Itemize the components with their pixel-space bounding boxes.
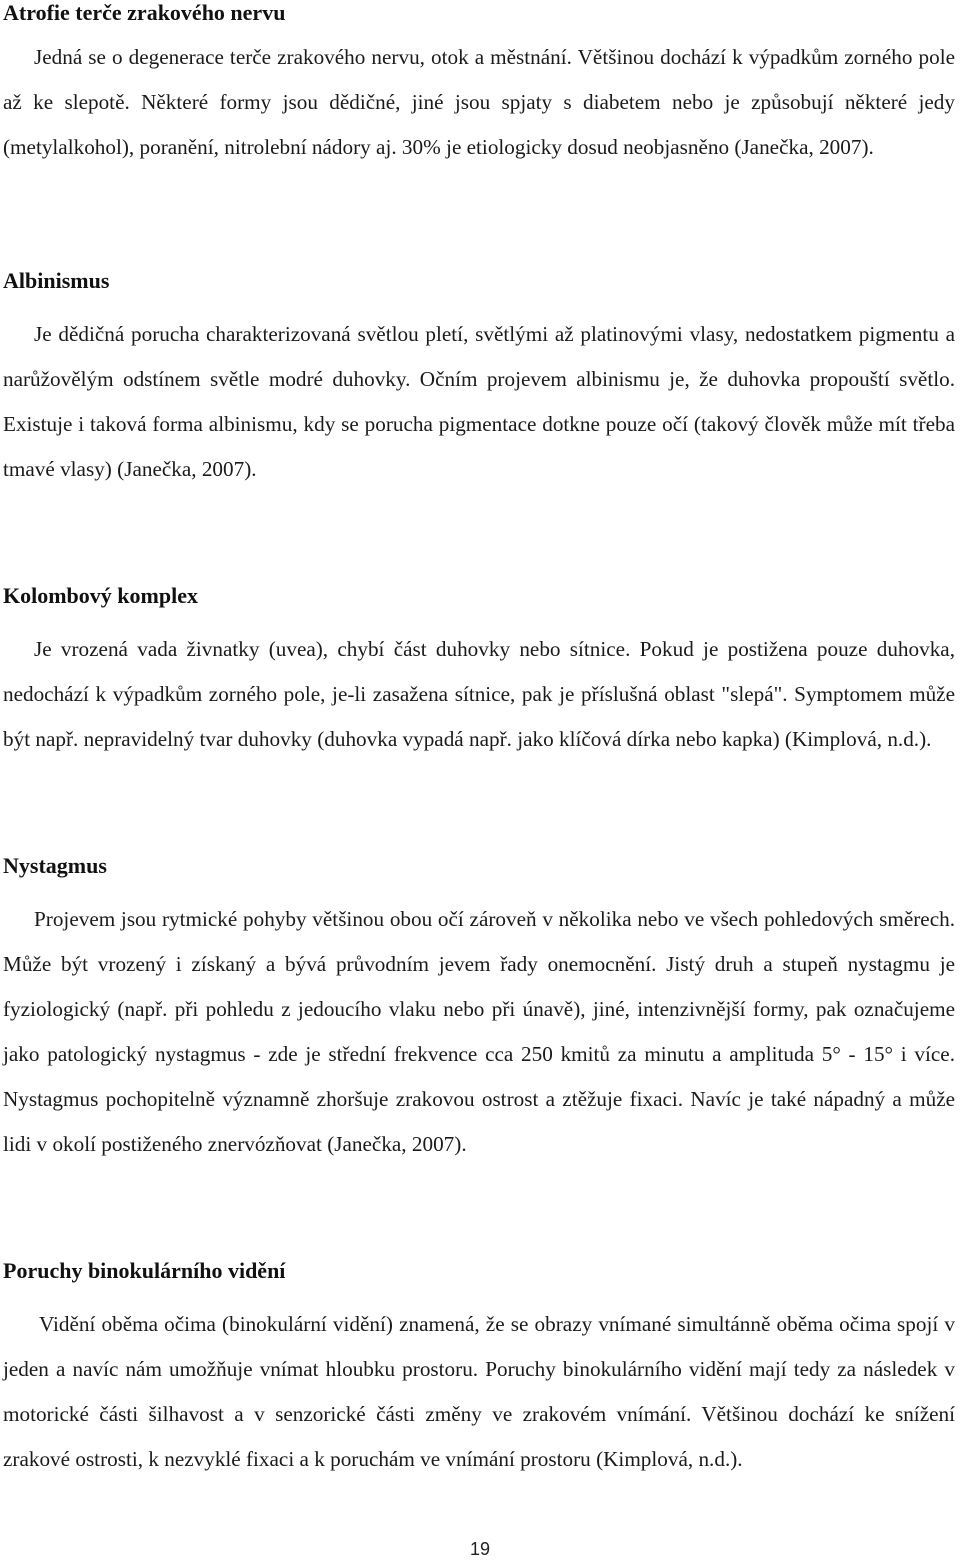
section-heading: Atrofie terče zrakového nervu bbox=[3, 0, 286, 25]
section-paragraph: Je vrozená vada živnatky (uvea), chybí část duhovky nebo sítnice. Pokud je postižena pouze duhovka, nedochází k výpadkům zorného pole, je-li zasažena sítnice, pak je příslušná oblast "slepá". Symptomem může být např. nepravidelný tvar duhovky (duhovka vypadá např. jako klíčová dírka nebo kapka) (Kimplová, n.d.). bbox=[3, 637, 955, 751]
section-nystagmus bbox=[3, 853, 955, 1167]
section-heading: Kolombový komplex bbox=[3, 583, 198, 608]
section-paragraph: Jedná se o degenerace terče zrakového nervu, otok a městnání. Většinou dochází k výpadkům zorného pole až ke slepotě. Některé formy jsou dědičné, jiné jsou spjaty s diabetem nebo je způsobují některé jedy (metylalkohol), poranění, nitrolební nádory aj. 30% je etiologicky dosud neobjasněno (Janečka, 2007). bbox=[3, 45, 955, 159]
page-number: 19 bbox=[469, 1539, 491, 1559]
section-atrofie bbox=[3, 0, 955, 170]
section-poruchy-binokularniho-videni bbox=[3, 1258, 955, 1482]
section-albinismus bbox=[3, 268, 955, 492]
section-paragraph: Projevem jsou rytmické pohyby většinou obou očí zároveň v několika nebo ve všech pohledových směrech. Může být vrozený i získaný a bývá průvodním jevem řady onemocnění. Jistý druh a stupeň nystagmu je fyziologický (např. při pohledu z jedoucího vlaku nebo při únavě), jiné, intenzivnější formy, pak označujeme jako patologický nystagmus - zde je střední frekvence cca 250 kmitů za minutu a amplituda 5° - 15° i více. Nystagmus pochopitelně významně zhoršuje zrakovou ostrost a ztěžuje fixaci. Navíc je také nápadný a může lidi v okolí postiženého znervózňovat (Janečka, 2007). bbox=[3, 907, 955, 1156]
section-heading: Albinismus bbox=[3, 268, 110, 293]
section-heading: Nystagmus bbox=[3, 853, 107, 878]
section-paragraph: Je dědičná porucha charakterizovaná světlou pletí, světlými až platinovými vlasy, nedostatkem pigmentu a narůžovělým odstínem světle modré duhovky. Očním projevem albinismu je, že duhovka propouští světlo. Existuje i taková forma albinismu, kdy se porucha pigmentace dotkne pouze očí (takový člověk může mít třeba tmavé vlasy) (Janečka, 2007). bbox=[3, 322, 955, 481]
section-heading: Poruchy binokulárního vidění bbox=[3, 1258, 286, 1283]
section-paragraph: Vidění oběma očima (binokulární vidění) znamená, že se obrazy vnímané simultánně oběma očima spojí v jeden a navíc nám umožňuje vnímat hloubku prostoru. Poruchy binokulárního vidění mají tedy za následek v motorické části šilhavost a v senzorické části změny ve zrakovém vnímání. Většinou dochází ke snížení zrakové ostrosti, k nezvyklé fixaci a k poruchám ve vnímání prostoru (Kimplová, n.d.). bbox=[3, 1312, 955, 1471]
section-kolombovy-komplex bbox=[3, 583, 955, 762]
